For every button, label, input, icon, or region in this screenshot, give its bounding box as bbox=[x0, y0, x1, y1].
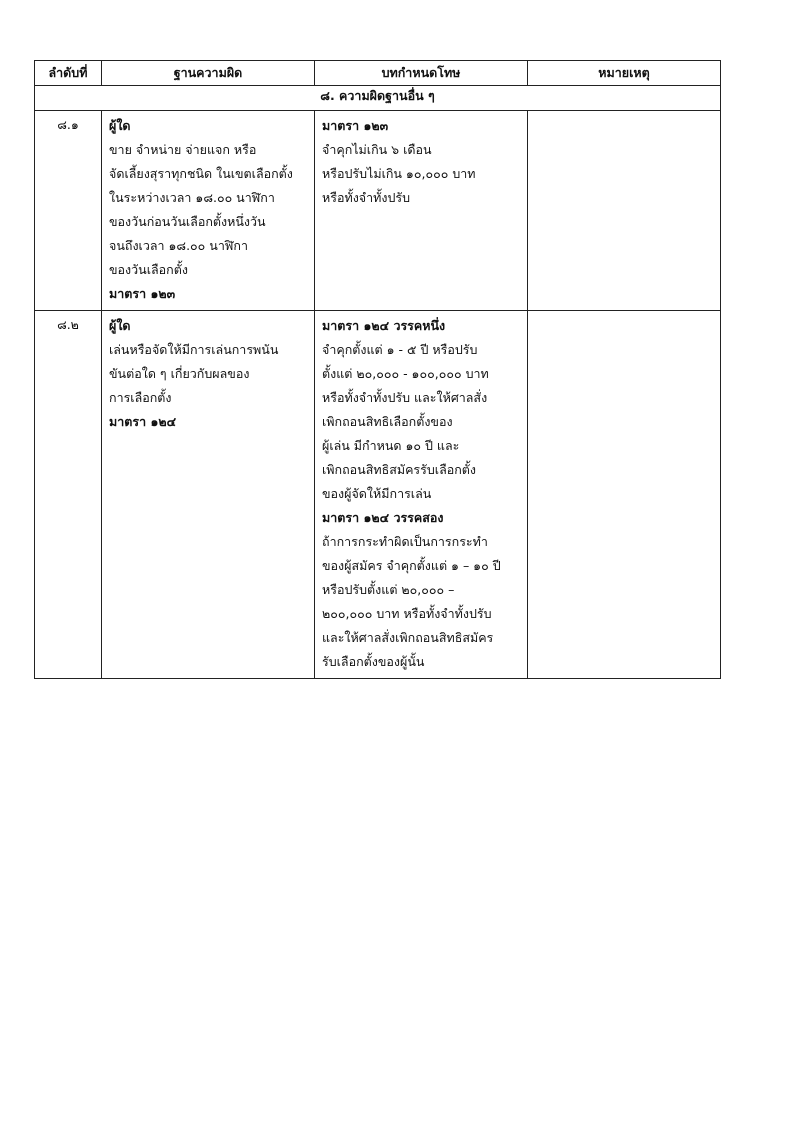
penalty-line: เพิกถอนสิทธิเลือกตั้งของ bbox=[322, 414, 453, 429]
header-penalty: บทกำหนดโทษ bbox=[315, 61, 528, 86]
penalty-heading: มาตรา ๑๒๔ วรรคหนึ่ง bbox=[322, 318, 446, 333]
row-number: ๘.๑ bbox=[35, 111, 102, 311]
penalty-line: ถ้าการกระทำผิดเป็นการกระทำ bbox=[322, 534, 488, 549]
penalty-line: และให้ศาลสั่งเพิกถอนสิทธิสมัคร bbox=[322, 630, 494, 645]
offense-penalty-table bbox=[34, 60, 721, 679]
penalty-line: หรือปรับตั้งแต่ ๒๐,๐๐๐ – bbox=[322, 582, 455, 597]
table-row bbox=[35, 111, 721, 311]
offense-line: การเลือกตั้ง bbox=[109, 390, 172, 405]
penalty-line: หรือปรับไม่เกิน ๑๐,๐๐๐ บาท bbox=[322, 166, 476, 181]
table-header-row bbox=[35, 61, 721, 86]
penalty-line: จำคุกตั้งแต่ ๑ - ๕ ปี หรือปรับ bbox=[322, 342, 478, 357]
section-title: ๘. ความผิดฐานอื่น ๆ bbox=[35, 86, 721, 111]
header-offense: ฐานความผิด bbox=[102, 61, 315, 86]
row-number: ๘.๒ bbox=[35, 311, 102, 679]
penalty-line: หรือทั้งจำทั้งปรับ และให้ศาลสั่ง bbox=[322, 390, 488, 405]
offense-line: ของวันก่อนวันเลือกตั้งหนึ่งวัน bbox=[109, 214, 266, 229]
penalty-line: เพิกถอนสิทธิสมัครรับเลือกตั้ง bbox=[322, 462, 477, 477]
offense-line: ขาย จำหน่าย จ่ายแจก หรือ bbox=[109, 142, 257, 157]
offense-line: ขันต่อใด ๆ เกี่ยวกับผลของ bbox=[109, 366, 250, 381]
offense-subject: ผู้ใด bbox=[109, 318, 131, 333]
offense-section: มาตรา ๑๒๓ bbox=[109, 286, 176, 301]
header-remark: หมายเหตุ bbox=[528, 61, 721, 86]
penalty-heading: มาตรา ๑๒๓ bbox=[322, 118, 389, 133]
offense-line: จนถึงเวลา ๑๘.๐๐ นาฬิกา bbox=[109, 238, 248, 253]
penalty-line: ของผู้สมัคร จำคุกตั้งแต่ ๑ – ๑๐ ปี bbox=[322, 558, 501, 573]
offense-cell bbox=[102, 311, 315, 679]
offense-line: เล่นหรือจัดให้มีการเล่นการพนัน bbox=[109, 342, 279, 357]
remark-cell bbox=[528, 311, 721, 679]
penalty-line: จำคุกไม่เกิน ๖ เดือน bbox=[322, 142, 432, 157]
offense-section: มาตรา ๑๒๔ bbox=[109, 414, 177, 429]
remark-cell bbox=[528, 111, 721, 311]
table-row bbox=[35, 311, 721, 679]
penalty-line: ตั้งแต่ ๒๐,๐๐๐ - ๑๐๐,๐๐๐ บาท bbox=[322, 366, 489, 381]
offense-cell bbox=[102, 111, 315, 311]
penalty-line: ๒๐๐,๐๐๐ บาท หรือทั้งจำทั้งปรับ bbox=[322, 606, 492, 621]
penalty-line: ของผู้จัดให้มีการเล่น bbox=[322, 486, 432, 501]
offense-line: จัดเลี้ยงสุราทุกชนิด ในเขตเลือกตั้ง bbox=[109, 166, 293, 181]
penalty-line: รับเลือกตั้งของผู้นั้น bbox=[322, 654, 425, 669]
penalty-heading: มาตรา ๑๒๔ วรรคสอง bbox=[322, 510, 444, 525]
penalty-line: ผู้เล่น มีกำหนด ๑๐ ปี และ bbox=[322, 438, 460, 453]
offense-line: ของวันเลือกตั้ง bbox=[109, 262, 188, 277]
offense-line: ในระหว่างเวลา ๑๘.๐๐ นาฬิกา bbox=[109, 190, 275, 205]
offense-subject: ผู้ใด bbox=[109, 118, 131, 133]
penalty-line: หรือทั้งจำทั้งปรับ bbox=[322, 190, 411, 205]
penalty-cell bbox=[315, 111, 528, 311]
header-no: ลำดับที่ bbox=[35, 61, 102, 86]
penalty-cell bbox=[315, 311, 528, 679]
section-title-row bbox=[35, 86, 721, 111]
